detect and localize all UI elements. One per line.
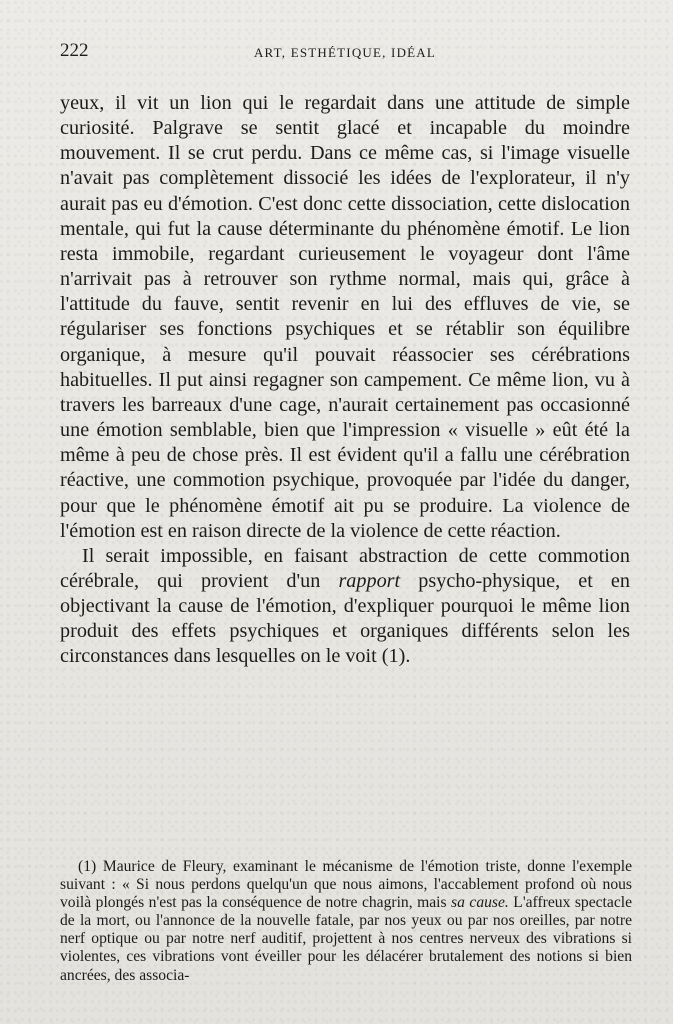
paragraph-2 bbox=[60, 544, 630, 670]
footnote-italic: sa cause. bbox=[451, 894, 509, 912]
running-head: ART, ESTHÉTIQUE, IDÉAL bbox=[253, 45, 437, 60]
paragraph-1: yeux, il vit un lion qui le regardait dans une attitude de simple curiosité. Palgrave se sentit glacé et incapable du moindre mouvement. Il se crut perdu. Dans ce même cas, si l'image visuelle n'avait pas complètement dissocié les idées de l'explorateur, il n'y aurait pas eu d'émotion. C'est donc cette dissociation, cette dislocation mentale, qui fut la cause déterminante du phénomène émotif. Le lion resta immobile, regardant curieusement le voyageur dont l'âme n'arrivait pas à retrouver son rythme normal, mais qui, grâce à l'attitude du fauve, sentit revenir en lui des effluves de vie, se régulariser ses fonctions psychiques et se rétablir son équilibre organique, à mesure qu'il pouvait réassocier ses cérébrations habituelles. Il put ainsi regagner son campement. Ce même lion, vu à travers les barreaux d'une cage, n'aurait certainement pas occasionné une émotion semblable, bien que l'impression « visuelle » eût été la même à peu de chose près. Il est évident qu'il a fallu une cérébration réactive, une commotion psychique, provoquée par l'idée du danger, pour que le phénomène émotif ait pu se produire. La violence de l'émotion est en raison directe de la violence de cette réaction. bbox=[60, 92, 630, 542]
main-text bbox=[60, 91, 630, 670]
paragraph-2-part-2: psycho-physique, et en objectivant la cause de l'émotion, d'expliquer pourquoi le même lion produit des effets psychiques et organiques différents selon les circonstances dans lesquelles on le voit (1). bbox=[60, 569, 630, 668]
footnote bbox=[60, 858, 632, 985]
page-number: 222 bbox=[60, 40, 89, 61]
paragraph-2-part-1: Il serait impossible, en faisant abstraction de cette commotion cérébrale, qui provient d'un bbox=[60, 544, 630, 592]
footnote-part-2: L'affreux spectacle de la mort, ou l'annonce de la nouvelle fatale, par nos yeux ou par nos oreilles, par notre nerf optique ou par notre nerf auditif, projettent à nos centres nerveux des vibrations si violentes, ces vibrations vont éveiller pour les délacérer brutalement des notions si bien ancrées, des associa- bbox=[60, 894, 632, 984]
footnote-paragraph bbox=[60, 858, 632, 985]
page-header bbox=[60, 40, 630, 62]
paragraph-2-italic: rapport bbox=[338, 569, 401, 592]
footnote-part-1: (1) Maurice de Fleury, examinant le mécanisme de l'émotion triste, donne l'exemple suivant : « Si nous perdons quelqu'un que nous aimons, l'accablement profond où nous voilà plongés n'est pas la conséquence de notre chagrin, mais bbox=[60, 858, 632, 912]
